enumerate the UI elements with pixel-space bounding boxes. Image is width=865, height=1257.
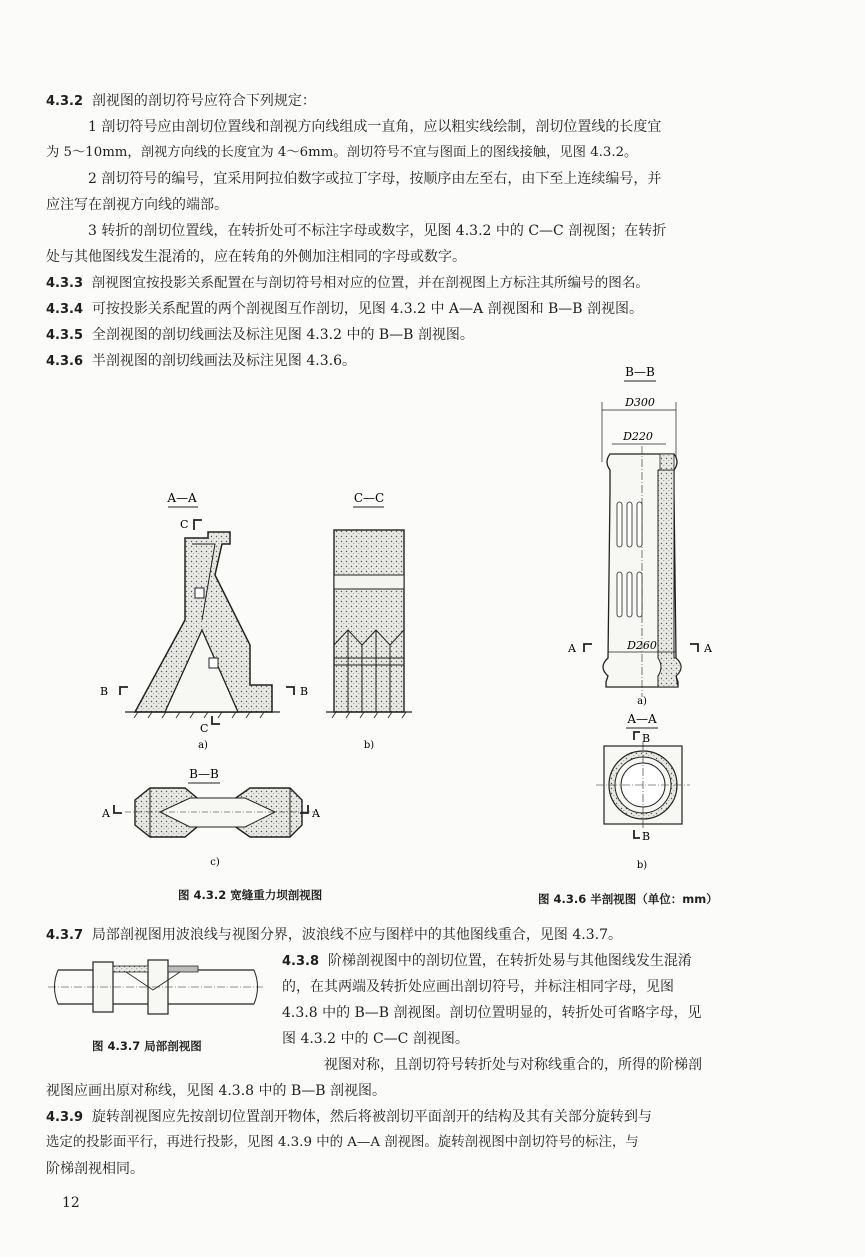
dam-section-cc — [326, 530, 412, 718]
cut-label-a-right: A — [312, 807, 320, 820]
column-plan-aa — [596, 742, 690, 830]
subfig-a-436: a) — [637, 696, 647, 707]
page-number: 12 — [62, 1195, 80, 1211]
cut-label-a-left: A — [102, 807, 110, 820]
paragraph-4-3-8-line-2: 的，在其两端及转折处应画出剖切符号，并标注相同字母，见图 — [282, 979, 674, 995]
rule-2-line-1: 2 剖切符号的编号，宜采用阿拉伯数字或拉丁字母，按顺序由左至右，由下至上连续编号，并 — [88, 171, 662, 187]
rule-3-line-2: 处与其他图线发生混淆的，应在转角的外侧加注相同的字母或数字。 — [46, 249, 466, 265]
bb-title: B—B — [189, 767, 219, 781]
column-half-section — [603, 446, 681, 697]
rule-2-line-2: 应注写在剖视方向线的端部。 — [46, 197, 228, 213]
cut-label-c-top: C — [180, 518, 189, 531]
pipe-partial-section — [48, 960, 263, 1014]
figure-4-3-7-caption: 图 4.3.7 局部剖视图 — [92, 1039, 202, 1053]
figure-4-3-6-drawing — [560, 362, 760, 882]
cut-label-c-bottom: C — [200, 722, 209, 735]
subfig-b-label: b) — [363, 740, 375, 751]
paragraph-4-3-8-line-4: 图 4.3.2 中的 C—C 剖视图。 — [282, 1031, 469, 1047]
paragraph-4-3-9-line-3: 阶梯剖视相同。 — [46, 1161, 144, 1177]
paragraph-4-3-9-line-1: 4.3.9 旋转剖视图应先按剖切位置剖开物体，然后将被剖切平面剖开的结构及其有关部分旋转到与 — [46, 1109, 652, 1125]
cut-label-a-left-436: A — [568, 642, 576, 655]
paragraph-4-3-3: 4.3.3 剖视图宜按投影关系配置在与剖切符号相对应的位置，并在剖视图上方标注其所编号的图名。 — [46, 275, 650, 291]
paragraph-4-3-8-line-1: 4.3.8 阶梯剖视图中的剖切位置，在转折处易与其他图线发生混淆 — [282, 953, 692, 969]
rule-3-line-1: 3 转折的剖切位置线，在转折处可不标注字母或数字，见图 4.3.2 中的 C—C 剖视图；在转折 — [88, 223, 667, 239]
rule-1-line-2: 为 5～10mm，剖视方向线的长度宜为 4～6mm。剖切符号不宜与图面上的图线接触，见图 4.3.2。 — [46, 145, 638, 160]
cut-label-b-bottom-436: B — [642, 830, 651, 843]
figure-4-3-7-drawing — [48, 950, 268, 1030]
subfig-a-label: a) — [198, 740, 208, 751]
aa-title: A—A — [167, 491, 197, 505]
dam-section-bb — [125, 788, 315, 837]
cut-label-b-left: B — [100, 685, 109, 698]
paragraph-4-3-5: 4.3.5 全剖视图的剖切线画法及标注见图 4.3.2 中的 B—B 剖视图。 — [46, 327, 474, 343]
bb-title-436: B—B — [625, 365, 655, 379]
paragraph-4-3-8-line-3: 4.3.8 中的 B—B 剖视图。剖切位置明显的，转折处可省略字母，见 — [282, 1005, 702, 1021]
figure-4-3-6-caption: 图 4.3.6 半剖视图（单位：mm） — [538, 892, 718, 906]
cc-title: C—C — [353, 491, 385, 505]
dam-section-aa — [125, 532, 280, 718]
subfig-c-label: c) — [210, 857, 220, 868]
paragraph-4-3-4: 4.3.4 可按投影关系配置的两个剖视图互作剖切，见图 4.3.2 中 A—A 剖视图和 B—B 剖视图。 — [46, 301, 644, 317]
paragraph-4-3-8-line-5: 视图对称，且剖切符号转折处与对称线重合的，所得的阶梯剖 — [324, 1057, 702, 1073]
cut-label-b-top-436: B — [642, 732, 651, 745]
rule-1-line-1: 1 剖切符号应由剖切位置线和剖视方向线组成一直角，应以粗实线绘制，剖切位置线的长度宜 — [88, 119, 662, 135]
dim-d300: D300 — [625, 396, 655, 409]
dim-d260: D260 — [627, 639, 657, 652]
cut-label-b-right: B — [300, 685, 309, 698]
dim-d220: D220 — [623, 430, 653, 443]
figure-4-3-2-caption: 图 4.3.2 宽缝重力坝剖视图 — [178, 888, 323, 902]
cut-label-a-right-436: A — [704, 642, 712, 655]
subfig-b-436: b) — [636, 860, 648, 871]
paragraph-4-3-9-line-2: 选定的投影面平行，再进行投影，见图 4.3.9 中的 A—A 剖视图。旋转剖视图中剖切符号的标注，与 — [46, 1135, 639, 1150]
paragraph-4-3-8-line-6: 视图应画出原对称线，见图 4.3.8 中的 B—B 剖视图。 — [46, 1083, 386, 1099]
paragraph-4-3-6: 4.3.6 半剖视图的剖切线画法及标注见图 4.3.6。 — [46, 353, 356, 369]
aa-title-436: A—A — [627, 712, 657, 726]
paragraph-4-3-7: 4.3.7 局部剖视图用波浪线与视图分界，波浪线不应与图样中的其他图线重合，见图 4.3.7。 — [46, 927, 622, 943]
figure-4-3-2-drawing — [90, 480, 430, 880]
paragraph-4-3-2: 4.3.2 剖视图的剖切符号应符合下列规定： — [46, 93, 316, 109]
